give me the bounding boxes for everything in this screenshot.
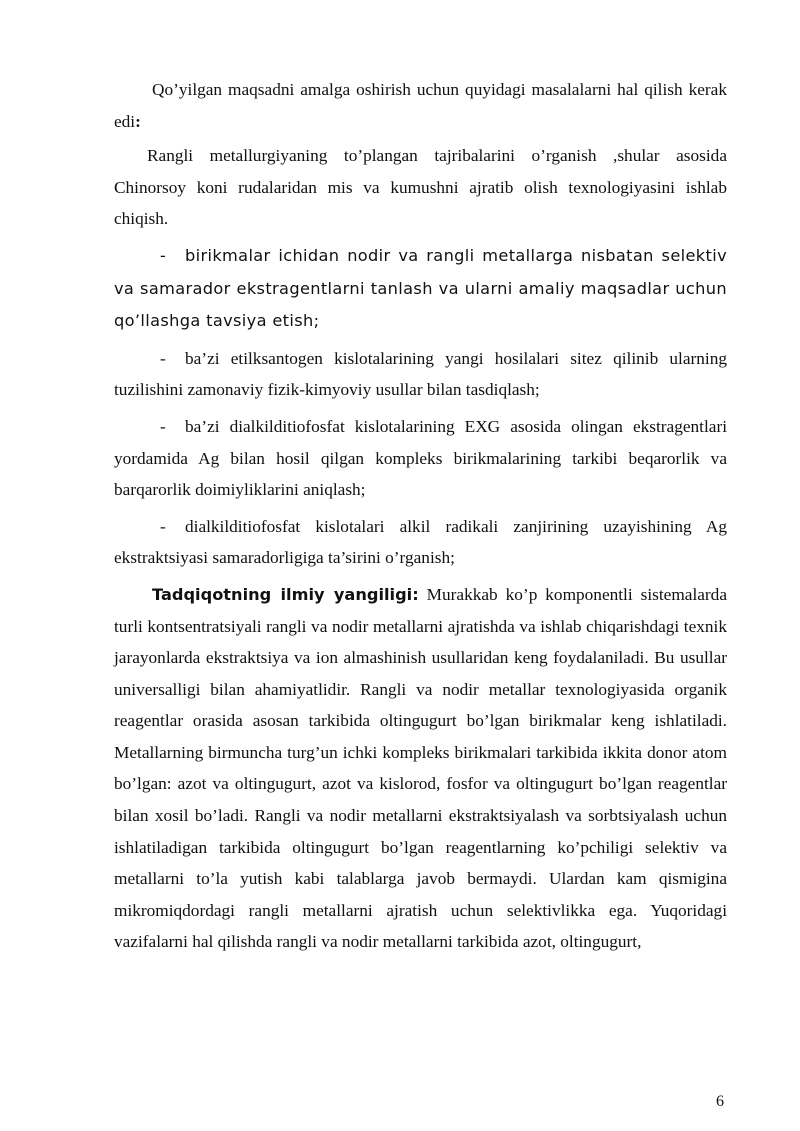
intro-paragraph <box>114 74 727 137</box>
list-item <box>114 343 727 406</box>
goal-paragraph: Rangli metallurgiyaning to’plangan tajribalarini o’rganish ,shular asosida Chinorsoy koni rudalaridan mis va kumushni ajratib olish texnologiyasini ishlab chiqish. <box>114 146 727 229</box>
novelty-heading: Tadqiqotning ilmiy yangiligi: <box>152 584 419 604</box>
list-item-text: dialkilditiofosfat kislotalari alkil radikali zanjirining uzayishining Ag ekstraktsiyasi samaradorligiga ta’sirini o’rganish; <box>114 516 727 568</box>
list-item <box>114 411 727 506</box>
list-item <box>114 511 727 574</box>
page-number: 6 <box>716 1093 724 1110</box>
novelty-paragraph <box>114 579 727 958</box>
list-item-text: birikmalar ichidan nodir va rangli metallarga nisbatan selektiv va samarador ekstragentlarni tanlash va ularni amaliy maqsadlar uchun qo’llashga tavsiya etish; <box>114 245 727 331</box>
list-item <box>114 240 727 338</box>
dash-marker: - <box>160 416 166 436</box>
dash-marker: - <box>160 516 166 536</box>
novelty-text: Murakkab ko’p komponentli sistemalarda turli kontsentratsiyali rangli va nodir metallarni ajratishda va ishlab chiqarishdagi texnik jarayonlarda ekstraktsiya va ion almashinish usullaridan keng foydalaniladi. Bu usullar universalligi bilan ahamiyatlidir. Rangli va nodir metallar texnologiyasida organik reagentlar orasida asosan tarkibida oltingugurt bo’lgan birikmalar keng ishlatiladi. Metallarning birmuncha turg’un ichki kompleks birikmalari tarkibida ikkita donor atom bo’lgan: azot va oltingugurt, azot va kislorod, fosfor va oltingugurt bo’lgan reagentlar bilan xosil bo’ladi. Rangli va nodir metallarni ekstraktsiyalash va sorbtsiyalash uchun ishlatiladigan tarkibida oltingugurt bo’lgan reagentlarning ko’pchiligi selektiv va metallarni to’la yutish kabi talablarga javob bermaydi. Ulardan kam qismigina mikromiqdordagi rangli metallarni ajratish uchun selektivlikka ega. Yuqoridagi vazifalarni hal qilishda rangli va nodir metallarni tarkibida azot, oltingugurt, <box>114 584 727 952</box>
list-item-text: ba’zi dialkilditiofosfat kislotalarining EXG asosida olingan ekstragentlari yordamida Ag bilan hosil qilgan kompleks birikmalarining tarkibi beqarorlik va barqarorlik doimiyliklarini aniqlash; <box>114 416 727 500</box>
page-content <box>114 74 727 958</box>
dash-marker: - <box>160 348 166 368</box>
dash-marker: - <box>160 245 167 265</box>
intro-colon: : <box>135 111 141 131</box>
list-item-text: ba’zi etilksantogen kislotalarining yangi hosilalari sitez qilinib ularning tuzilishini zamonaviy fizik-kimyoviy usullar bilan tasdiqlash; <box>114 348 727 400</box>
intro-text: Qo’yilgan maqsadni amalga oshirish uchun quyidagi masalalarni hal qilish kerak edi <box>114 80 727 131</box>
